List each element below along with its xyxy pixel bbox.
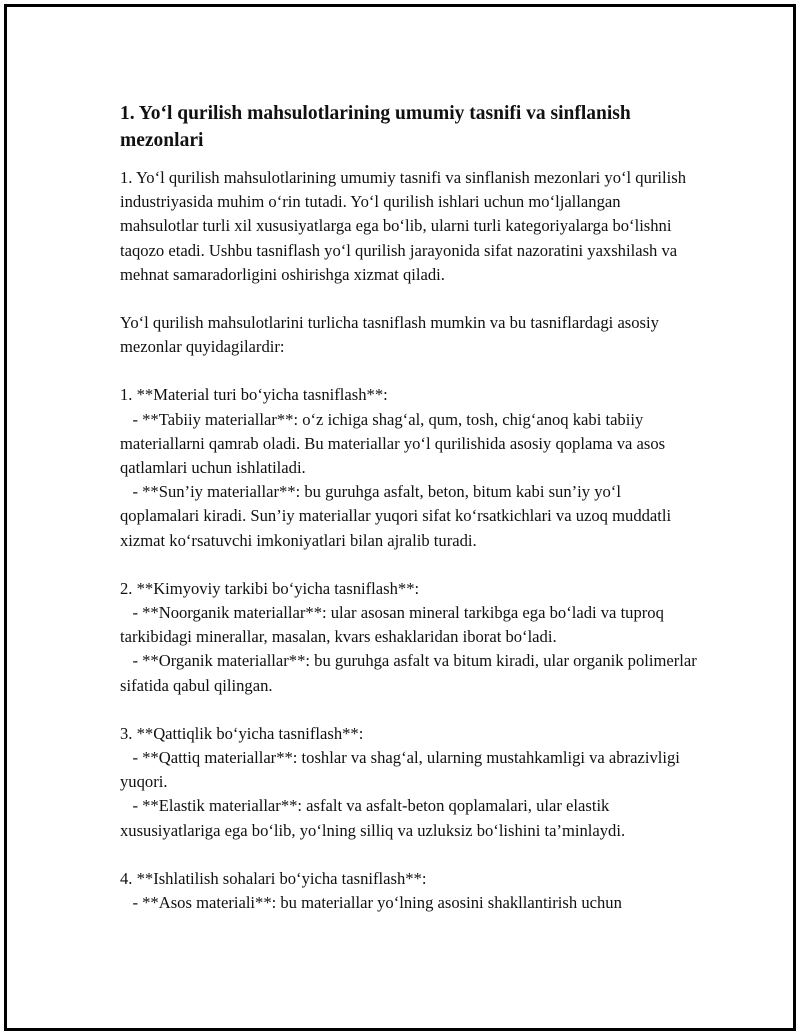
section-item: - **Organik materiallar**: bu guruhga asfalt va bitum kiradi, ular organik polimerlar sifatida qabul qilingan. [120, 651, 701, 695]
section-item: - **Elastik materiallar**: asfalt va asfalt-beton qoplamalari, ular elastik xususiyatlariga ega bo‘lib, yo‘lning silliq va uzluksiz bo‘lishini ta’minlaydi. [120, 796, 626, 840]
section-heading: 2. **Kimyoviy tarkibi bo‘yicha tasniflash**: [120, 578, 420, 598]
lead-paragraph: Yo‘l qurilish mahsulotlarini turlicha tasniflash mumkin va bu tasniflardagi asosiy mezonlar quyidagilardir: [120, 313, 664, 357]
spacer [120, 359, 700, 383]
spacer [120, 287, 700, 311]
intro-paragraph: 1. Yo‘l qurilish mahsulotlarining umumiy tasnifi va sinflanish mezonlari yo‘l qurilish industriyasida muhim o‘rin tutadi. Yo‘l qurilish ishlari uchun mo‘ljallangan mahsulotlar turli xil xususiyatlarga ega bo‘lib, ularni turli kategoriyalarga bo‘lishni taqozo etadi. Ushbu tasniflash yo‘l qurilish jarayonida sifat nazoratini yaxshilash va mehnat samaradorligini oshirishga xizmat qiladi. [120, 168, 691, 284]
spacer [120, 553, 700, 577]
section-item: - **Noorganik materiallar**: ular asosan mineral tarkibga ega bo‘ladi va tuproq tarkibidagi minerallar, masalan, kvars eshaklaridan iborat bo‘ladi. [120, 603, 669, 647]
spacer [120, 843, 700, 867]
section-heading: 4. **Ishlatilish sohalari bo‘yicha tasniflash**: [120, 868, 427, 888]
section-item: - **Sun’iy materiallar**: bu guruhga asfalt, beton, bitum kabi sun’iy yo‘l qoplamalari kiradi. Sun’iy materiallar yuqori sifat ko‘rsatkichlari va uzoq muddatli xizmat ko‘rsatuvchi imkoniyatlari bilan ajralib turadi. [120, 482, 676, 550]
section-heading: 1. **Material turi bo‘yicha tasniflash**: [120, 385, 388, 405]
page-frame [4, 4, 796, 1031]
section-item: - **Qattiq materiallar**: toshlar va shag‘al, ularning mustahkamligi va abrazivligi yuqori. [120, 748, 685, 792]
document-body [120, 100, 700, 915]
document-title: 1. Yo‘l qurilish mahsulotlarining umumiy tasnifi va sinflanish mezonlari [120, 103, 631, 151]
spacer [120, 698, 700, 722]
section-item: - **Tabiiy materiallar**: o‘z ichiga shag‘al, qum, tosh, chig‘anoq kabi tabiiy materiallarni qamrab oladi. Bu materiallar yo‘l qurilishida asosiy qoplama va asos qatlamlari uchun ishlatiladi. [120, 409, 670, 478]
section-item: - **Asos materiali**: bu materiallar yo‘lning asosini shakllantirish uchun [120, 893, 622, 913]
section-heading: 3. **Qattiqlik bo‘yicha tasniflash**: [120, 723, 364, 743]
